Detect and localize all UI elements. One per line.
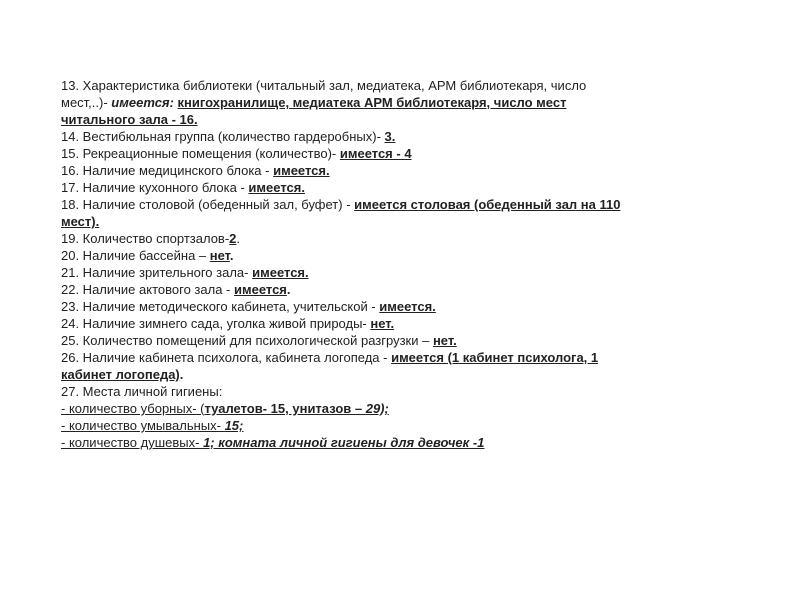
item-21-value: имеется.: [252, 265, 309, 280]
item-18-value: имеется столовая (обеденный зал на 110: [354, 197, 621, 212]
item-14-value: 3.: [384, 129, 396, 144]
item-15-value: имеется - 4: [339, 146, 412, 161]
item-14-label: 14. Вестибюльная группа (количество гардеробных)-: [61, 129, 385, 144]
item-26-value-cont: кабинет логопеда): [61, 367, 180, 382]
item-19-value: 2: [229, 231, 237, 246]
item-26-label: 26. Наличие кабинета психолога, кабинета логопеда -: [61, 350, 392, 365]
item-22-label: 22. Наличие актового зала -: [61, 282, 234, 297]
item-27-toilets-value: туалетов- 15, унитазов –: [204, 401, 366, 416]
item-13-label-cont: мест,..)-: [61, 95, 112, 110]
item-16: [61, 162, 741, 179]
item-27-label: 27. Места личной гигиены:: [61, 384, 223, 399]
item-20-label: 20. Наличие бассейна –: [61, 248, 210, 263]
item-16-value: имеется.: [273, 163, 330, 178]
item-27-showers: [61, 434, 741, 451]
facility-characteristics-list: [61, 77, 741, 451]
item-20-end: .: [229, 248, 234, 263]
item-26-line-2: [61, 366, 741, 383]
item-27-toilets: [61, 400, 741, 417]
item-23-value: имеется.: [379, 299, 436, 314]
item-13-value: книгохранилище, медиатека АРМ библиотекаря, число мест: [177, 95, 567, 110]
item-18-line-1: [61, 196, 741, 213]
item-14: [61, 128, 741, 145]
item-21-label: 21. Наличие зрительного зала-: [61, 265, 253, 280]
item-22-value: имеется: [233, 282, 287, 297]
item-15: [61, 145, 741, 162]
item-23: [61, 298, 741, 315]
item-13-line-1: [61, 77, 741, 94]
item-27-toilets-label: - количество уборных- (: [61, 401, 205, 416]
item-19-end: .: [236, 231, 241, 246]
item-26-line-1: [61, 349, 741, 366]
item-22: [61, 281, 741, 298]
item-27-sinks-label: - количество умывальных-: [61, 418, 225, 433]
item-13-label: 13. Характеристика библиотеки (читальный зал, медиатека, АРМ библиотекаря, число: [61, 78, 587, 93]
item-19-label: 19. Количество спортзалов-: [61, 231, 230, 246]
item-13-line-2: [61, 94, 741, 111]
item-24: [61, 315, 741, 332]
item-22-end: .: [286, 282, 291, 297]
item-15-label: 15. Рекреационные помещения (количество)-: [61, 146, 340, 161]
item-18-line-2: [61, 213, 741, 230]
item-25: [61, 332, 741, 349]
item-27-sinks: [61, 417, 741, 434]
item-24-label: 24. Наличие зимнего сада, уголка живой природы-: [61, 316, 371, 331]
item-18-label: 18. Наличие столовой (обеденный зал, буфет) -: [61, 197, 355, 212]
item-27: [61, 383, 741, 400]
item-25-label: 25. Количество помещений для психологической разгрузки –: [61, 333, 433, 348]
item-27-toilets-value-italic: 29);: [365, 401, 389, 416]
item-20: [61, 247, 741, 264]
item-13-emphasis: имеется:: [111, 95, 174, 110]
item-21: [61, 264, 741, 281]
item-26-end: .: [179, 367, 184, 382]
item-13-value-cont: читального зала - 16.: [61, 112, 198, 127]
item-27-showers-value: 1; комната личной гигиены для девочек -1: [203, 435, 485, 450]
item-27-sinks-value: 15;: [224, 418, 244, 433]
item-16-label: 16. Наличие медицинского блока -: [61, 163, 274, 178]
item-23-label: 23. Наличие методического кабинета, учительской -: [61, 299, 380, 314]
item-13-line-3: [61, 111, 741, 128]
item-24-value: нет.: [370, 316, 395, 331]
item-17-label: 17. Наличие кухонного блока -: [61, 180, 249, 195]
item-25-value: нет.: [432, 333, 457, 348]
item-17: [61, 179, 741, 196]
item-27-showers-label: - количество душевых-: [61, 435, 204, 450]
item-20-value: нет: [209, 248, 230, 263]
item-19: [61, 230, 741, 247]
item-17-value: имеется.: [248, 180, 305, 195]
item-26-value: имеется (1 кабинет психолога, 1: [391, 350, 599, 365]
item-18-value-cont: мест).: [61, 214, 100, 229]
